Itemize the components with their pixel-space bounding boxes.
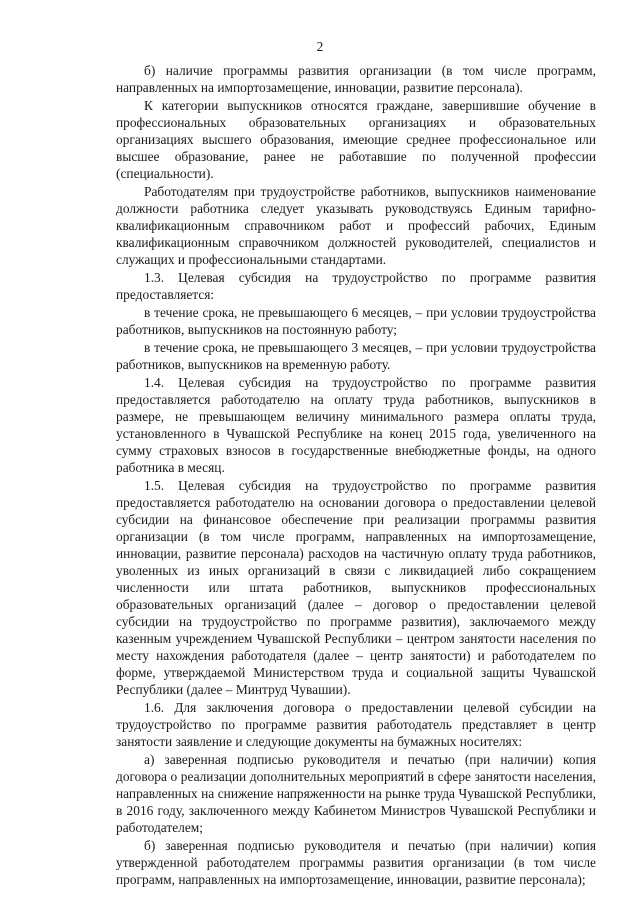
- paragraph-1-3: 1.3. Целевая субсидия на трудоустройство по программе развития предоставляется:: [116, 270, 596, 302]
- paragraph-item-b-program-copy: б) заверенная подписью руководителя и печатью (при наличии) копия утвержденной работодателем программы развития организации (в том числе программ, направленных на импортозамещение, инновации, развитие персонала);: [116, 838, 596, 887]
- paragraph-term-6-months: в течение срока, не превышающего 6 месяцев, – при условии трудоустройства работников, выпускников на постоянную работу;: [116, 305, 596, 337]
- paragraph-item-b-program: б) наличие программы развития организации (в том числе программ, направленных на импортозамещение, инновации, развитие персонала).: [116, 63, 596, 95]
- document-body: [116, 62, 596, 888]
- paragraph-job-title-guidance: Работодателям при трудоустройстве работников, выпускников наименование должности работника следует указывать руководствуясь Единым тарифно-квалификационным справочником работ и профессий рабочих, Единым квалификационным справочником должностей руководителей, специалистов и служащих и профессиональными стандартами.: [116, 184, 596, 267]
- paragraph-graduates-definition: К категории выпускников относятся граждане, завершившие обучение в профессиональных образовательных организациях и образовательных организациях высшего образования, имеющие среднее профессиональное или высшее образование, ранее не работавшие по полученной профессии (специальности).: [116, 98, 596, 181]
- paragraph-term-3-months: в течение срока, не превышающего 3 месяцев, – при условии трудоустройства работников, выпускников на временную работу.: [116, 340, 596, 372]
- page-number: 2: [316, 39, 324, 54]
- paragraph-1-6: 1.6. Для заключения договора о предоставлении целевой субсидии на трудоустройство по программе развития работодатель представляет в центр занятости заявление и следующие документы на бумажных носителях:: [116, 700, 596, 749]
- paragraph-1-4: 1.4. Целевая субсидия на трудоустройство по программе развития предоставляется работодателю на оплату труда работников, выпускников в размере, не превышающем величину минимального размера оплаты труда, установленного в Чувашской Республике на конец 2015 года, увеличенного на сумму страховых взносов в государственные внебюджетные фонды, на одного работника в месяц.: [116, 375, 596, 475]
- paragraph-item-a-contract-copy: а) заверенная подписью руководителя и печатью (при наличии) копия договора о реализации дополнительных мероприятий в сфере занятости населения, направленных на снижение напряженности на рынке труда Чувашской Республики, в 2016 году, заключенного между Кабинетом Министров Чувашской Республики и работодателем;: [116, 752, 596, 835]
- paragraph-1-5: 1.5. Целевая субсидия на трудоустройство по программе развития предоставляется работодателю на основании договора о предоставлении целевой субсидии на финансовое обеспечение при реализации программы развития организации (в том числе программ, направленных на импортозамещение, инновации, развитие персонала) расходов на частичную оплату труда работников, уволенных из иных организаций в связи с ликвидацией либо сокращением численности или штата работников, выпускников профессиональных образовательных организаций (далее – договор о предоставлении целевой субсидии на трудоустройство по программе развития), заключаемого между казенным учреждением Чувашской Республики – центром занятости населения по месту нахождения работодателя (далее – центр занятости) и работодателем по форме, утверждаемой Министерством труда и социальной защиты Чувашской Республики (далее – Минтруд Чувашии).: [116, 478, 596, 697]
